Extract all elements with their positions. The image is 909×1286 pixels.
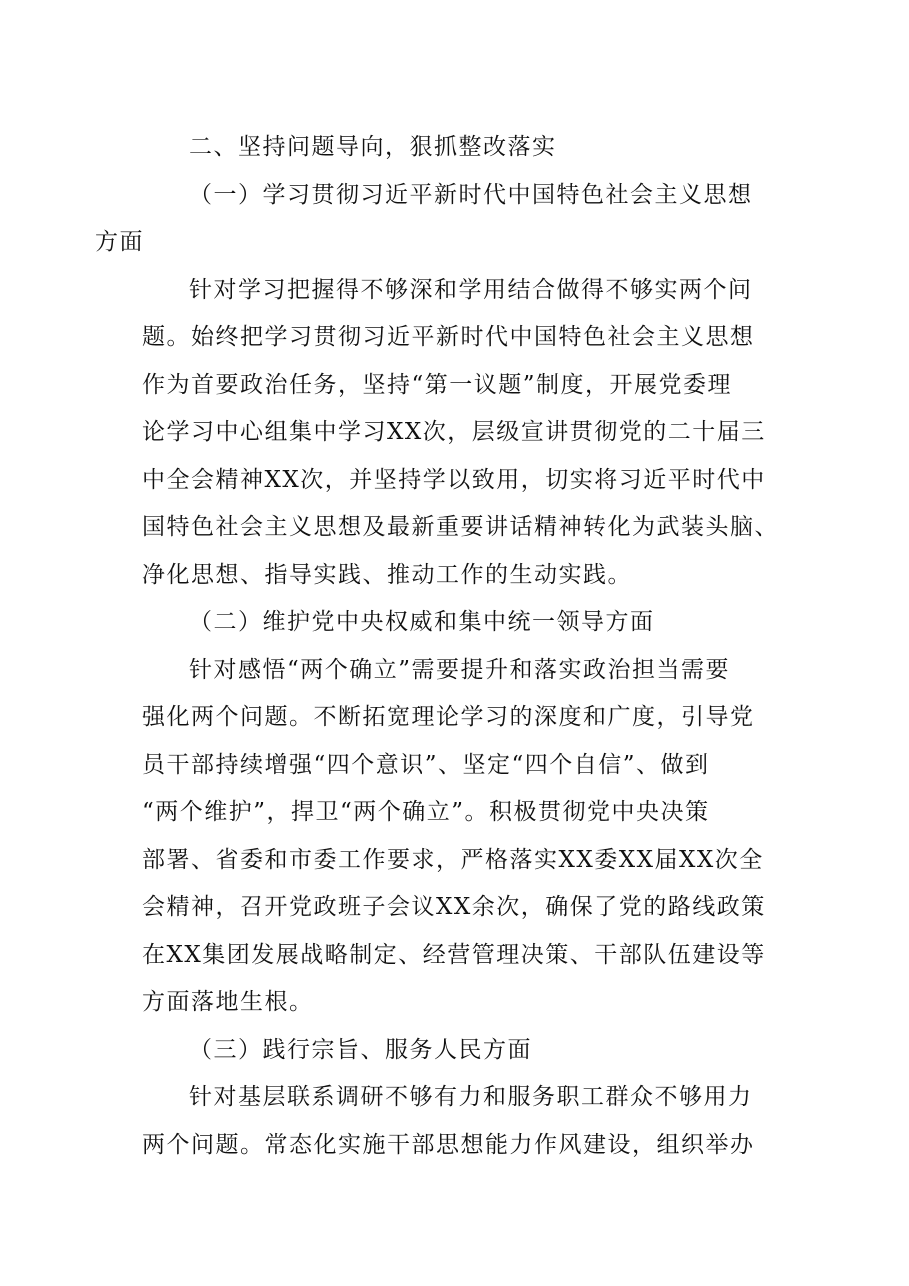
section-title: 二、坚持问题导向，狠抓整改落实	[189, 134, 557, 160]
subsection-heading-3	[142, 1027, 772, 1075]
paragraph-line: 针对学习把握得不够深和学用结合做得不够实两个问	[189, 276, 753, 303]
heading-line: 方面	[95, 229, 144, 255]
paragraph-line: 中全会精神XX次，并坚持学以致用，切实将习近平时代中	[142, 466, 766, 493]
paragraph-line: 针对感悟“两个确立”需要提升和落实政治担当需要	[189, 656, 731, 683]
paragraph-line: 作为首要政治任务，坚持“第一议题”制度，开展党委理	[142, 371, 733, 398]
paragraph-line: 国特色社会主义思想及最新重要讲话精神转化为武装头脑、	[142, 514, 779, 540]
subsection-heading-1	[95, 172, 772, 267]
paragraph-line: 部署、省委和市委工作要求，严格落实XX委XX届XX次全	[142, 846, 764, 873]
paragraph-line: 会精神，召开党政班子会议XX余次，确保了党的路线政策	[142, 894, 766, 920]
paragraph-1	[142, 267, 779, 600]
paragraph-line: 强化两个问题。不断拓宽理论学习的深度和广度，引导党	[142, 704, 755, 730]
heading-line: （三）践行宗旨、服务人民方面	[189, 1036, 532, 1063]
paragraph-line: 员干部持续增强“四个意识”、坚定“四个自信”、做到	[142, 751, 710, 778]
subsection-heading-2	[142, 599, 772, 647]
paragraph-line: 两个问题。常态化实施干部思想能力作风建设，组织举办	[142, 1131, 755, 1158]
paragraph-3	[142, 1074, 772, 1169]
heading-line: （二）维护党中央权威和集中统一领导方面	[189, 609, 655, 635]
document-body	[95, 124, 779, 1169]
heading-line: （一）学习贯彻习近平新时代中国特色社会主义思想	[189, 181, 753, 208]
paragraph-line: 针对基层联系调研不够有力和服务职工群众不够用力	[189, 1084, 753, 1110]
paragraph-line: 方面落地生根。	[142, 989, 314, 1015]
paragraph-line: 净化思想、指导实践、推动工作的生动实践。	[142, 561, 632, 588]
paragraph-line: 题。始终把学习贯彻习近平新时代中国特色社会主义思想	[142, 324, 755, 350]
paragraph-2	[142, 647, 772, 1027]
paragraph-line: 论学习中心组集中学习XX次，层级宣讲贯彻党的二十届三	[142, 419, 766, 445]
paragraph-line: “两个维护”，捍卫“两个确立”。积极贯彻党中央决策	[142, 799, 710, 825]
paragraph-line: 在XX集团发展战略制定、经营管理决策、干部队伍建设等	[142, 941, 766, 968]
